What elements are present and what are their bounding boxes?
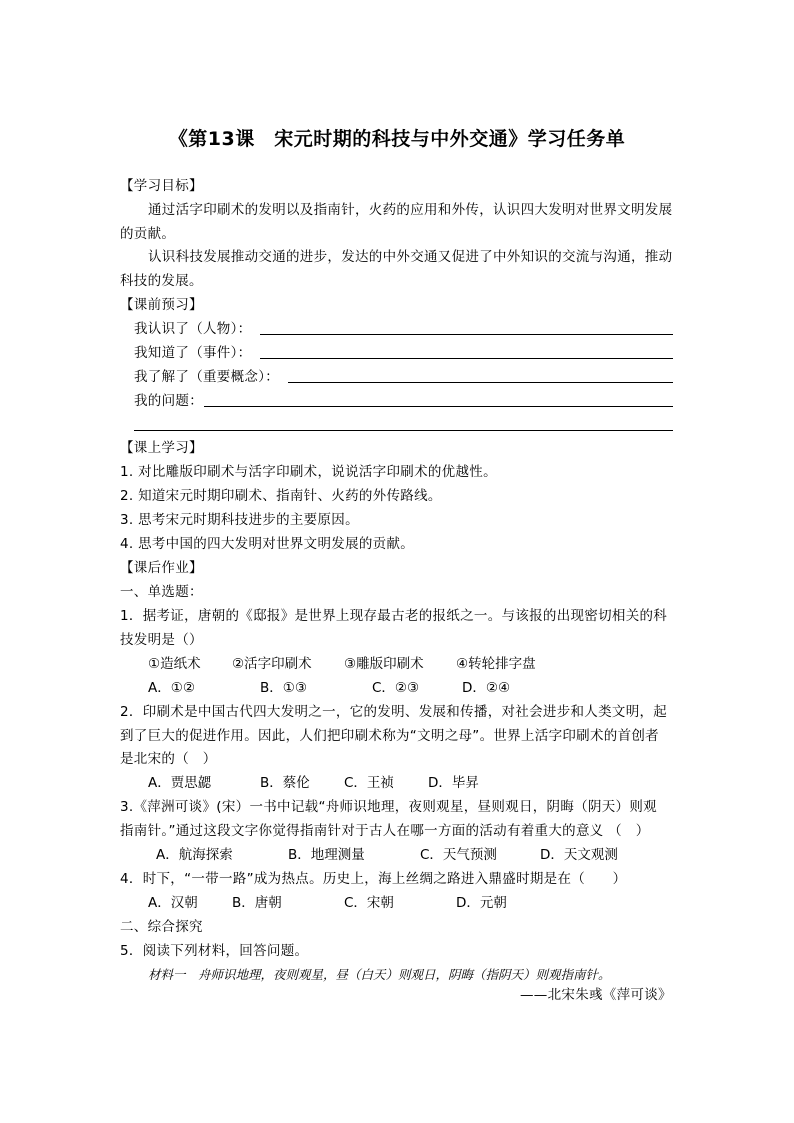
question-2-option-b[interactable]: B．蔡伦 [260,775,310,791]
homework-heading: 【课后作业】 [120,560,203,576]
preview-concepts-field[interactable] [288,382,673,383]
question-3-option-c[interactable]: C．天气预测 [420,847,497,863]
objectives-paragraph-2-cont: 科技的发展。 [120,273,203,289]
classroom-item-2: 2. 知道宋元时期印刷术、指南针、火药的外传路线。 [120,488,442,504]
classroom-item-4: 4. 思考中国的四大发明对世界文明发展的贡献。 [120,536,415,552]
question-4-text: 4．时下，“一带一路”成为热点。历史上，海上丝绸之路进入鼎盛时期是在（ ） [120,871,627,887]
question-1-option-b[interactable]: B．①③ [260,680,307,696]
question-1-option-c[interactable]: C．②③ [372,680,420,696]
question-1-item-2: ②活字印刷术 [232,656,312,672]
classroom-heading: 【课上学习】 [120,440,203,456]
question-1-text: 1．据考证，唐朝的《邸报》是世界上现存最古老的报纸之一。与该报的出现密切相关的科 [120,608,668,624]
question-1-item-4: ④转轮排字盘 [456,656,536,672]
question-1-item-1: ①造纸术 [148,656,201,672]
preview-people-label: 我认识了（人物）： [134,321,252,337]
question-2-option-d[interactable]: D．毕昇 [428,775,479,791]
question-2-text-end: 是北宋的（ ） [120,751,217,767]
question-5-material-1-source: ——北宋朱彧《萍可谈》 [520,987,672,1003]
preview-questions-field-extra[interactable] [134,430,673,431]
classroom-item-3: 3. 思考宋元时期科技进步的主要原因。 [120,512,359,528]
preview-heading: 【课前预习】 [120,297,203,313]
question-2-text-cont: 到了巨大的促进作用。因此，人们把印刷术称为“文明之母”。世界上活字印刷术的首创者 [120,728,659,744]
preview-events-field[interactable] [260,358,673,359]
question-1-option-d[interactable]: D．②④ [462,680,511,696]
question-4-option-a[interactable]: A．汉朝 [148,895,198,911]
question-3-option-a[interactable]: A．航海探索 [156,847,233,863]
preview-people-field[interactable] [260,334,673,335]
question-1-text-cont: 技发明是（） [120,632,203,648]
question-4-option-d[interactable]: D．元朝 [456,895,507,911]
question-1-item-3: ③雕版印刷术 [344,656,424,672]
section-comprehensive: 二、综合探究 [120,919,203,935]
objectives-paragraph-2: 认识科技发展推动交通的进步，发达的中外交通又促进了中外知识的交流与沟通，推动 [148,249,673,265]
objectives-heading: 【学习目标】 [120,178,203,194]
question-2-text: 2．印刷术是中国古代四大发明之一，它的发明、发展和传播，对社会进步和人类文明，起 [120,704,668,720]
question-3-option-d[interactable]: D．天文观测 [540,847,618,863]
section-single-choice: 一、单选题： [120,584,203,600]
preview-questions-field[interactable] [204,406,673,407]
objectives-paragraph-1: 通过活字印刷术的发明以及指南针，火药的应用和外传，认识四大发明对世界文明发展 [148,202,673,218]
question-5-material-1: 材料一 舟师识地理，夜则观星，昼（白天）则观日，阴晦（指阴天）则观指南针。 [148,967,611,982]
preview-events-label: 我知道了（事件）： [134,345,252,361]
question-2-option-c[interactable]: C．王祯 [344,775,394,791]
question-3-option-b[interactable]: B．地理测量 [288,847,365,863]
question-4-option-b[interactable]: B．唐朝 [232,895,282,911]
objectives-paragraph-1-cont: 的贡献。 [120,226,176,242]
question-1-option-a[interactable]: A．①② [148,680,195,696]
question-2-option-a[interactable]: A．贾思勰 [148,775,212,791]
question-3-text-cont: 指南针。”通过这段文字你觉得指南针对于古人在哪一方面的活动有着重大的意义 （ ） [120,823,650,839]
question-4-option-c[interactable]: C．宋朝 [344,895,394,911]
classroom-item-1: 1. 对比雕版印刷术与活字印刷术，说说活字印刷术的优越性。 [120,464,497,480]
page-title: 《第13课 宋元时期的科技与中外交通》学习任务单 [168,128,626,150]
question-3-text: 3.《萍洲可谈》(宋）一书中记载“舟师识地理，夜则观星，昼则观日，阴晦（阴天）则观 [120,799,657,815]
question-5-text: 5．阅读下列材料，回答问题。 [120,943,309,959]
preview-questions-label: 我的问题： [134,393,203,409]
preview-concepts-label: 我了解了（重要概念）： [134,369,280,385]
